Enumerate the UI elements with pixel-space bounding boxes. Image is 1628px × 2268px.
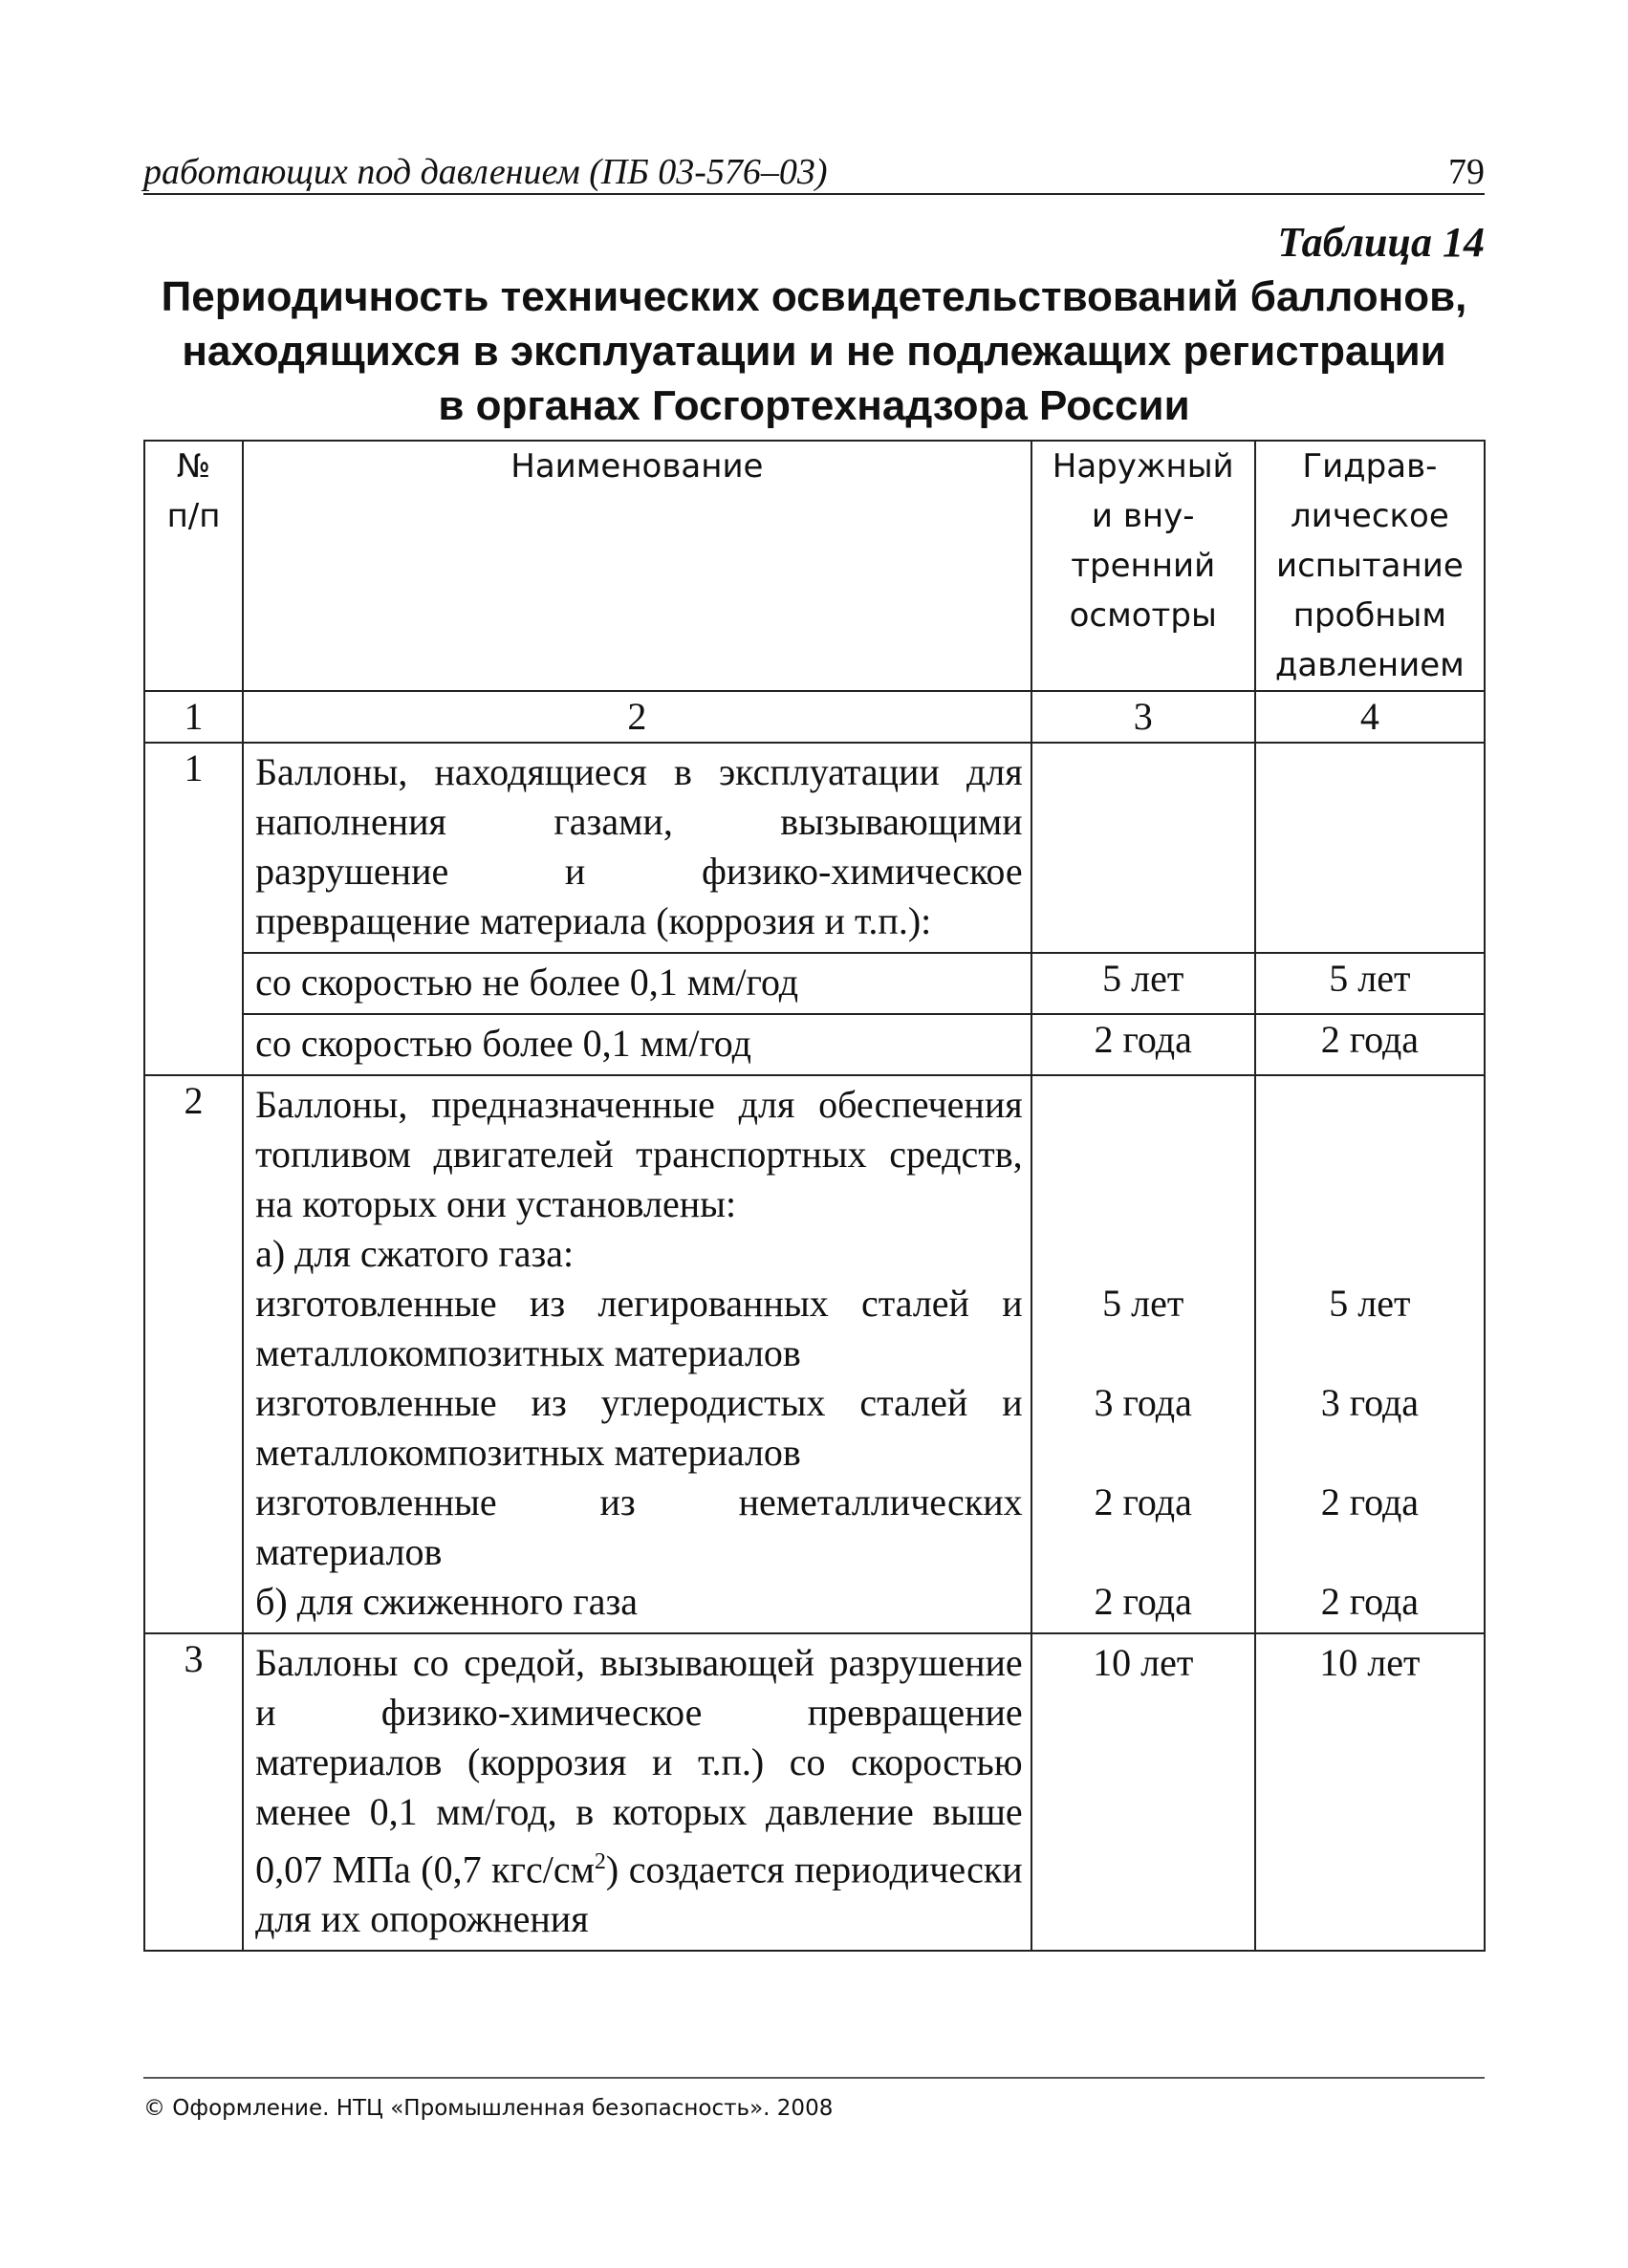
inspection-cell: 10 лет — [1031, 1633, 1255, 1951]
row-description: со скоростью не более 0,1 мм/год — [243, 953, 1031, 1014]
table-row — [144, 1075, 1485, 1633]
hydro-value: 2 года — [1320, 1480, 1420, 1523]
table-row — [144, 743, 1485, 953]
header-inspection-line: Наружный — [1052, 447, 1234, 486]
superscript: 2 — [594, 1849, 606, 1874]
table-subrow — [144, 1014, 1485, 1075]
header-num — [144, 441, 243, 691]
inspection-cell — [1031, 1075, 1255, 1633]
hydro-value: 5 лет — [1329, 1282, 1411, 1325]
footer-copyright: © Оформление. НТЦ «Промышленная безопасность». 2008 — [143, 2077, 1485, 2121]
row-subheading: б) для сжиженного газа — [255, 1580, 639, 1623]
inspection-value: 5 лет — [1102, 1282, 1184, 1325]
row-description-text: ) создается периодически для их опорожнения — [255, 1847, 1023, 1941]
header-hydro-line: испытание — [1276, 547, 1464, 585]
header-hydro-line: пробным — [1292, 596, 1447, 635]
row-item: изготовленные из неметаллических материалов — [255, 1480, 1023, 1573]
header-name — [243, 441, 1031, 691]
row-description: со скоростью более 0,1 мм/год — [243, 1014, 1031, 1075]
row-description: Баллоны, предназначенные для обеспечения топливом двигателей транспортных средств, на которых они установлены: — [255, 1083, 1023, 1225]
page-number: 79 — [1448, 152, 1485, 192]
table-title — [143, 270, 1485, 433]
table-header-row — [144, 441, 1485, 691]
row-description-block — [243, 1075, 1031, 1633]
inspection-cell: 2 года — [1031, 1014, 1255, 1075]
row-number: 3 — [144, 1633, 243, 1951]
inspection-value: 2 года — [1094, 1580, 1192, 1623]
column-number: 3 — [1031, 691, 1255, 743]
row-number: 1 — [144, 743, 243, 1075]
header-num-line: № — [176, 447, 211, 486]
header-num-line: п/п — [166, 497, 221, 535]
header-inspection-line: осмотры — [1069, 596, 1217, 635]
inspection-table — [143, 440, 1486, 1952]
column-number-row — [144, 691, 1485, 743]
table-title-line: находящихся в эксплуатации и не подлежащих регистрации — [182, 328, 1446, 375]
hydro-value: 3 года — [1320, 1381, 1420, 1424]
row-description: Баллоны, находящиеся в эксплуатации для наполнения газами, вызывающими разрушение и физико-химическое превращение материала (коррозия и т.п.): — [243, 743, 1031, 953]
running-title: работающих под давлением (ПБ 03-576–03) — [143, 152, 828, 192]
hydro-cell: 5 лет — [1255, 953, 1485, 1014]
row-item: изготовленные из легированных сталей и металлокомпозитных материалов — [255, 1282, 1023, 1374]
row-description-text: Баллоны со средой, вызывающей разрушение и физико-химическое превращение материалов (коррозия и т.п.) со скоростью менее 0,1 мм/год, в которых давление выше 0,07 МПа (0,7 кгс/см — [255, 1641, 1023, 1891]
row-item: изготовленные из углеродистых сталей и металлокомпозитных материалов — [255, 1381, 1023, 1474]
column-number: 2 — [243, 691, 1031, 743]
inspection-value: 2 года — [1094, 1480, 1192, 1523]
column-number: 4 — [1255, 691, 1485, 743]
header-name-text: Наименование — [510, 447, 764, 486]
table-title-line: в органах Госгортехнадзора России — [438, 382, 1190, 429]
inspection-value: 3 года — [1094, 1381, 1192, 1424]
hydro-value: 2 года — [1320, 1580, 1420, 1623]
header-inspection — [1031, 441, 1255, 691]
header-hydro-line: давлением — [1274, 646, 1465, 684]
hydro-cell: 10 лет — [1255, 1633, 1485, 1951]
table-subrow — [144, 953, 1485, 1014]
table-title-line: Периодичность технических освидетельствований баллонов, — [161, 273, 1467, 320]
hydro-cell — [1255, 743, 1485, 953]
hydro-cell — [1255, 1075, 1485, 1633]
inspection-cell — [1031, 743, 1255, 953]
column-number: 1 — [144, 691, 243, 743]
header-hydro — [1255, 441, 1485, 691]
row-subheading: а) для сжатого газа: — [255, 1232, 575, 1275]
hydro-cell: 2 года — [1255, 1014, 1485, 1075]
row-description — [243, 1633, 1031, 1951]
header-inspection-line: тренний — [1071, 547, 1216, 585]
table-caption: Таблица 14 — [1277, 219, 1485, 266]
row-number: 2 — [144, 1075, 243, 1633]
page-header — [143, 145, 1485, 195]
header-hydro-line: лическое — [1290, 497, 1449, 535]
header-inspection-line: и вну- — [1091, 497, 1195, 535]
inspection-cell: 5 лет — [1031, 953, 1255, 1014]
table-row — [144, 1633, 1485, 1951]
header-hydro-line: Гидрав- — [1302, 447, 1438, 486]
